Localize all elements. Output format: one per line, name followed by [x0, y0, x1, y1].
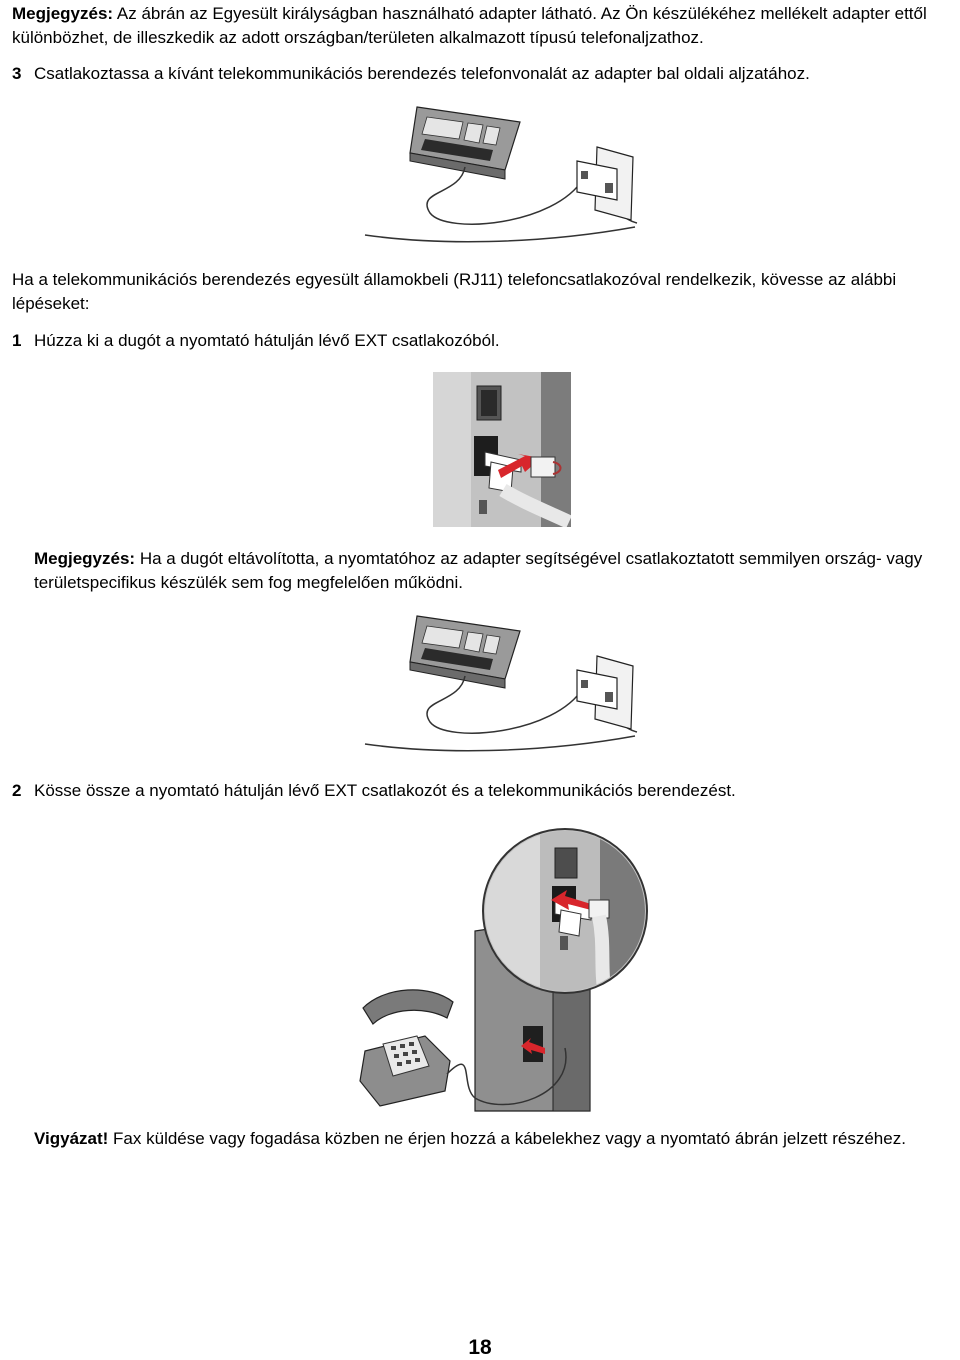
step-3-text: Csatlakoztassa a kívánt telekommunikációs berendezés telefonvonalát az adapter bal oldali aljzatához. [34, 64, 810, 83]
rj11-instructions: Ha a telekommunikációs berendezés egyesült államokbeli (RJ11) telefoncsatlakozóval rendelkezik, kövesse az alábbi lépéseket: [12, 270, 897, 313]
unplug-ext-figure [433, 372, 571, 527]
caution-label: Vigyázat! [34, 1129, 109, 1148]
answering-machine-adapter-figure-2 [355, 604, 655, 759]
phone-adapter-icon [577, 147, 633, 220]
phone-adapter-icon [577, 656, 633, 729]
step-1-text: Húzza ki a dugót a nyomtató hátulján lévő EXT csatlakozóból. [34, 331, 500, 350]
note-text: Ha a dugót eltávolította, a nyomtatóhoz az adapter segítségével csatlakoztatott semmilyen ország- vagy területspecifikus készülék sem fog megfelelően működni. [34, 549, 923, 592]
step-number: 3 [12, 64, 22, 83]
caution-text: Fax küldése vagy fogadása közben ne érjen hozzá a kábelekhez vagy a nyomtató ábrán jelzett részéhez. [108, 1129, 906, 1148]
note-text: Az ábrán az Egyesült királyságban használható adapter látható. Az Ön készülékéhez mellékelt adapter ettől különbözhet, de illeszkedik az adott országban/területen alkalmazott típusú telefonaljzathoz. [12, 4, 927, 47]
page-number: 18 [468, 1336, 492, 1359]
caution-notice [34, 1127, 952, 1151]
zoom-detail [483, 826, 650, 996]
note-unplug-warning [34, 547, 952, 595]
answering-machine-adapter-figure [355, 95, 655, 250]
note-adapter [12, 2, 952, 50]
phone-to-printer-figure [355, 826, 650, 1116]
step-number: 1 [12, 331, 22, 350]
step-number: 2 [12, 781, 22, 800]
step-2-text: Kösse össze a nyomtató hátulján lévő EXT csatlakozót és a telekommunikációs berendezést. [34, 781, 736, 800]
note-label: Megjegyzés: [34, 549, 136, 568]
telephone-icon [360, 990, 453, 1106]
note-label: Megjegyzés: [12, 4, 114, 23]
